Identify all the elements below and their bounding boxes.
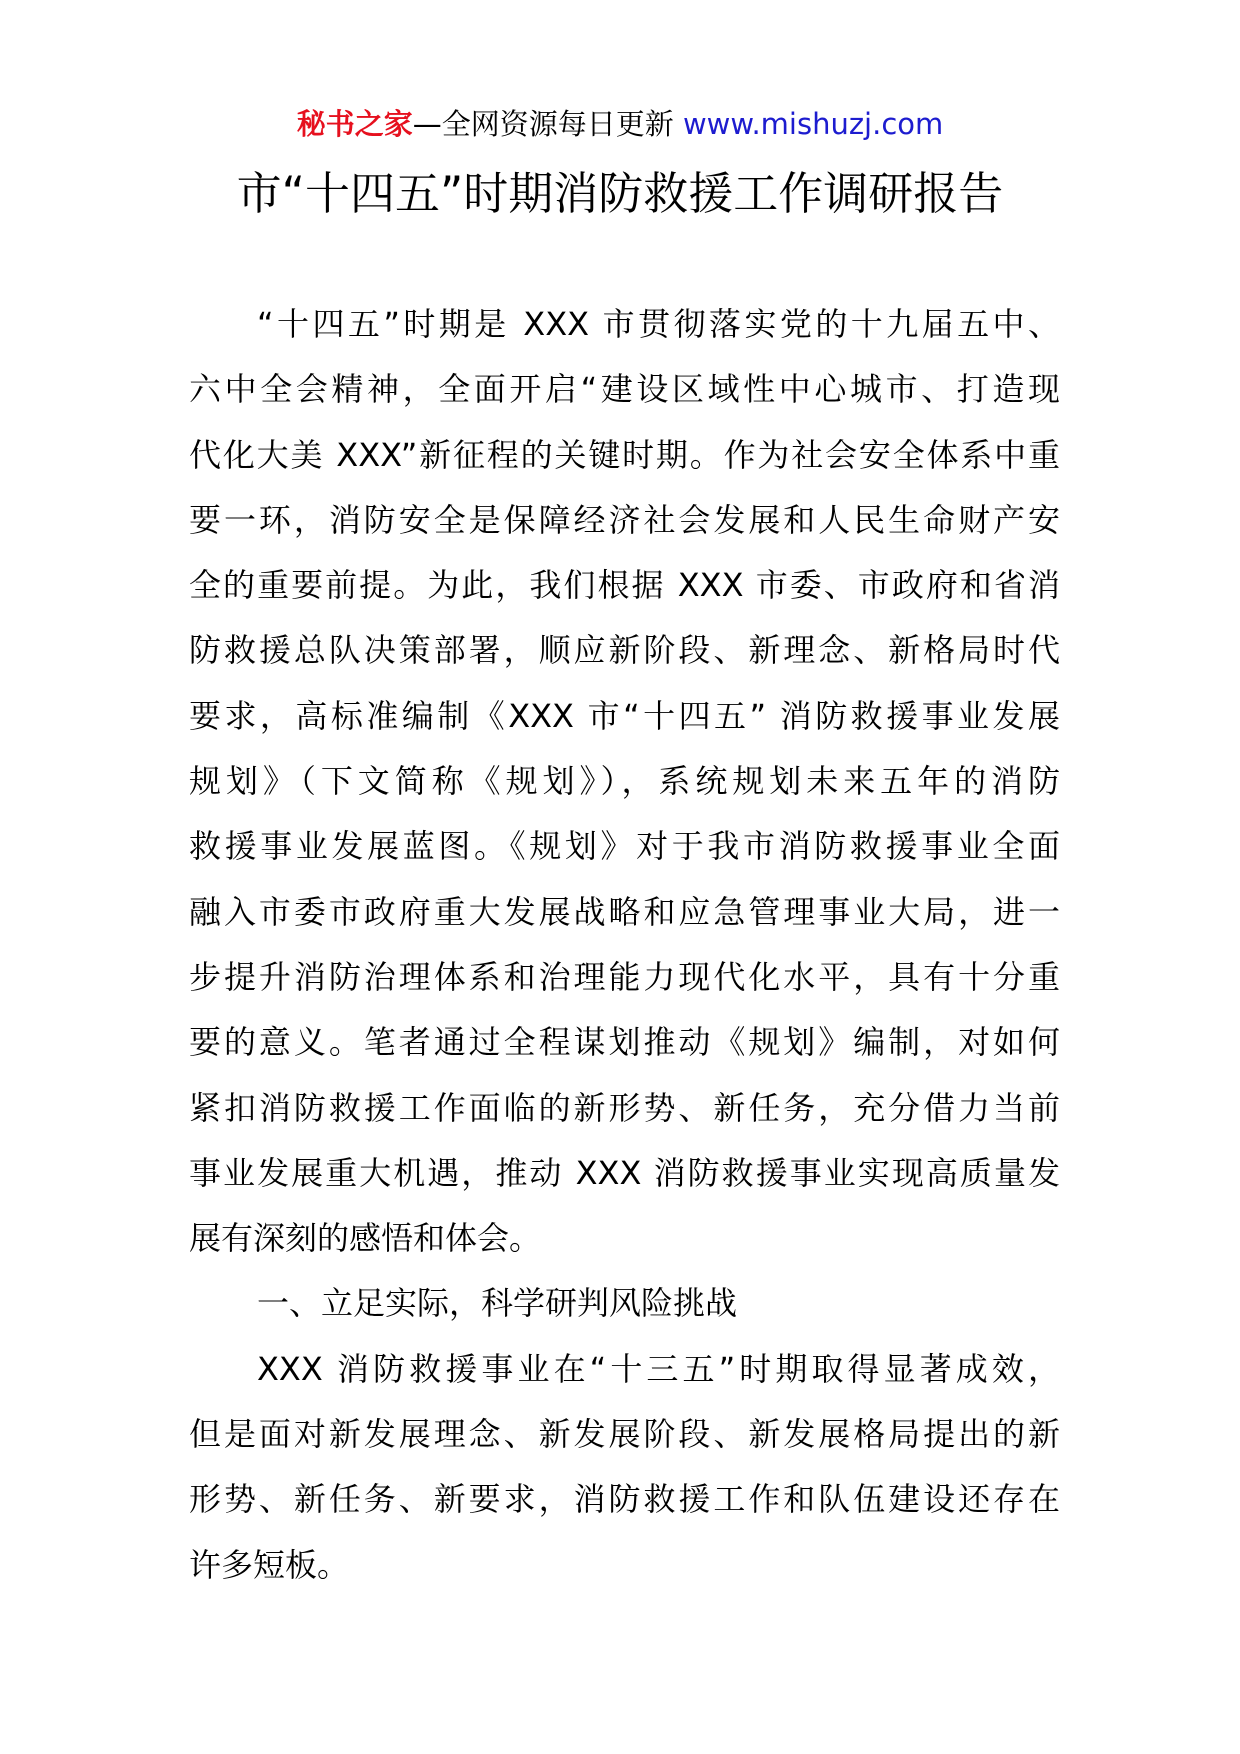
document-title: 市“十四五”时期消防救援工作调研报告 — [236, 167, 1004, 220]
site-tagline: —全网资源每日更新 — [412, 107, 683, 141]
body-line: 全的重要前提。为此，我们根据 XXX 市委、市政府和省消 — [189, 566, 1060, 605]
body-line: 形势、新任务、新要求，消防救援工作和队伍建设还存在 — [189, 1480, 1060, 1519]
body-line: “十四五”时期是 XXX 市贯彻落实党的十九届五中、 — [257, 305, 1060, 343]
body-line: 要一环，消防安全是保障经济社会发展和人民生命财产安 — [189, 500, 1060, 539]
body-line: 展有深刻的感悟和体会。 — [189, 1219, 542, 1258]
paragraph-1 — [189, 292, 1060, 1271]
site-brand: 秘书之家 — [296, 107, 413, 141]
body-line: 紧扣消防救援工作面临的新形势、新任务，充分借力当前 — [189, 1088, 1060, 1127]
site-header — [0, 104, 1240, 144]
body-line: 防救援总队决策部署，顺应新阶段、新理念、新格局时代 — [189, 631, 1060, 670]
body-line: 要的意义。笔者通过全程谋划推动《规划》编制，对如何 — [189, 1023, 1060, 1062]
body-line: 许多短板。 — [189, 1545, 350, 1584]
body-line: 但是面对新发展理念、新发展阶段、新发展格局提出的新 — [189, 1415, 1060, 1454]
body-line: XXX 消防救援事业在“十三五”时期取得显著成效， — [257, 1349, 1060, 1388]
body-line: 事业发展重大机遇，推动 XXX 消防救援事业实现高质量发 — [189, 1153, 1060, 1192]
body-line: 要求，高标准编制《XXX 市“十四五” 消防救援事业发展 — [189, 696, 1060, 735]
section-heading: 一、立足实际，科学研判风险挑战 — [257, 1284, 738, 1323]
paragraph-2 — [189, 1337, 1060, 1598]
body-line: 步提升消防治理体系和治理能力现代化水平，具有十分重 — [189, 957, 1060, 996]
body-line: 救援事业发展蓝图。《规划》对于我市消防救援事业全面 — [189, 827, 1060, 866]
document-body — [189, 292, 1060, 1598]
body-line: 融入市委市政府重大发展战略和应急管理事业大局，进一 — [189, 892, 1060, 931]
site-url: www.mishuzj.com — [682, 107, 944, 141]
body-line: 规划》（下文简称《规划》），系统规划未来五年的消防 — [189, 762, 1060, 801]
body-line: 代化大美 XXX”新征程的关键时期。作为社会安全体系中重 — [189, 435, 1060, 474]
body-line: 六中全会精神，全面开启“建设区域性中心城市、打造现 — [189, 370, 1060, 409]
